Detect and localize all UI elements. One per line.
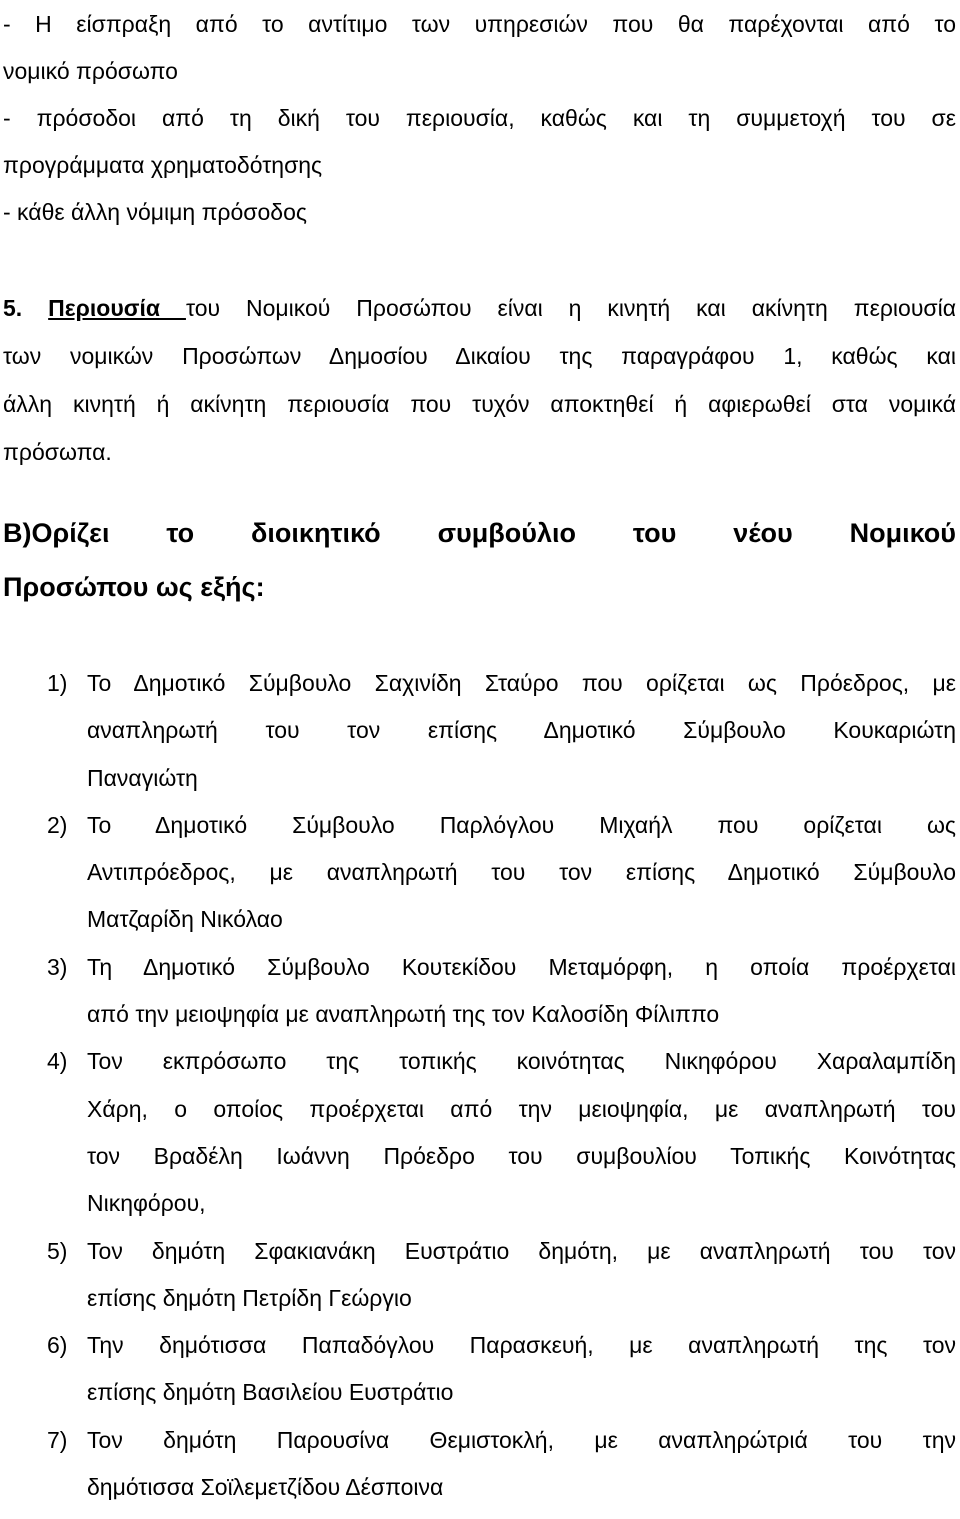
list-item-line: από την μειοψηφία με αναπληρωτή της τον Καλοσίδη Φίλιππο (87, 1001, 720, 1028)
list-item-number: 4) (47, 1048, 68, 1075)
list-item (3, 660, 956, 802)
list-item-line: επίσης δημότη Πετρίδη Γεώργιο (87, 1284, 412, 1311)
board-members-list (3, 660, 956, 1511)
heading-line: Β)Ορίζει το διοικητικό συμβούλιο του νέου Νομικού (3, 518, 956, 548)
intro-line: - Η είσπραξη από το αντίτιμο των υπηρεσιών που θα παρέχονται από το (3, 11, 956, 37)
list-item (3, 1038, 956, 1227)
list-item-line: Αντιπρόεδρος, με αναπληρωτή του τον επίσης Δημοτικό Σύμβουλο (87, 859, 956, 886)
list-item-line: αναπληρωτή του τον επίσης Δημοτικό Σύμβουλο Κουκαριώτη (87, 717, 956, 744)
list-item (3, 1228, 956, 1323)
list-item-line: Το Δημοτικό Σύμβουλο Σαχινίδη Σταύρο που ορίζεται ως Πρόεδρος, με (87, 670, 956, 696)
list-item-line: δημότισσα Σοϊλεμετζίδου Δέσποινα (87, 1474, 444, 1501)
list-item-line: Τον δημότη Σφακιανάκη Ευστράτιο δημότη, με αναπληρωτή του τον (87, 1237, 956, 1264)
paragraph-term: Περιουσία (48, 295, 186, 321)
paragraph-line: των νομικών Προσώπων Δημοσίου Δικαίου της παραγράφου 1, καθώς και (3, 343, 956, 369)
list-item-number: 7) (47, 1426, 68, 1453)
list-item-number: 2) (47, 811, 68, 838)
paragraph-5 (3, 284, 956, 476)
list-item-line: Τη Δημοτικό Σύμβουλο Κουτεκίδου Μεταμόρφη, η οποία προέρχεται (87, 953, 956, 980)
paragraph-line: πρόσωπα. (3, 439, 112, 465)
intro-line: - πρόσοδοι από τη δική του περιουσία, καθώς και τη συμμετοχή του σε (3, 105, 956, 131)
list-item-line: Ματζαρίδη Νικόλαο (87, 906, 283, 933)
heading-line: Προσώπου ως εξής: (3, 572, 265, 602)
paragraph-text: του Νομικού Προσώπου είναι η κινητή και ακίνητη περιουσία (185, 295, 957, 321)
list-item-number: 3) (47, 953, 68, 980)
revenue-sources-list (3, 1, 956, 236)
list-item-number: 6) (47, 1332, 68, 1359)
paragraph-number: 5. (3, 295, 23, 321)
list-item (3, 944, 956, 1039)
paragraph-line: άλλη κινητή ή ακίνητη περιουσία που τυχόν αποκτηθεί ή αφιερωθεί στα νομικά (3, 391, 956, 417)
list-item-line: Νικηφόρου, (87, 1190, 206, 1217)
intro-line: - κάθε άλλη νόμιμη πρόσοδος (3, 199, 307, 225)
list-item-number: 5) (47, 1237, 68, 1264)
list-item-line: Παναγιώτη (87, 764, 198, 791)
list-item-number: 1) (47, 670, 68, 696)
list-item-line: Τον εκπρόσωπο της τοπικής κοινότητας Νικηφόρου Χαραλαμπίδη (87, 1048, 956, 1075)
intro-line: προγράμματα χρηματοδότησης (3, 152, 323, 178)
list-item-line: Την δημότισσα Παπαδόγλου Παρασκευή, με αναπληρωτή της τον (87, 1332, 956, 1359)
list-item-line: Τον δημότη Παρουσίνα Θεμιστοκλή, με αναπληρώτριά του την (87, 1426, 956, 1453)
section-heading (3, 506, 956, 614)
list-item (3, 802, 956, 944)
list-item (3, 1322, 956, 1417)
list-item-line: Χάρη, ο οποίος προέρχεται από την μειοψηφία, με αναπληρωτή του (87, 1095, 956, 1122)
paragraph-5-first-line (3, 284, 956, 332)
list-item-line: τον Βραδέλη Ιωάννη Πρόεδρο του συμβουλίου Τοπικής Κοινότητας (87, 1142, 956, 1169)
list-item-line: Το Δημοτικό Σύμβουλο Παρλόγλου Μιχαήλ που ορίζεται ως (87, 811, 956, 838)
list-item-line: επίσης δημότη Βασιλείου Ευστράτιο (87, 1379, 454, 1406)
intro-line: νομικό πρόσωπο (3, 58, 178, 84)
list-item (3, 1417, 956, 1512)
